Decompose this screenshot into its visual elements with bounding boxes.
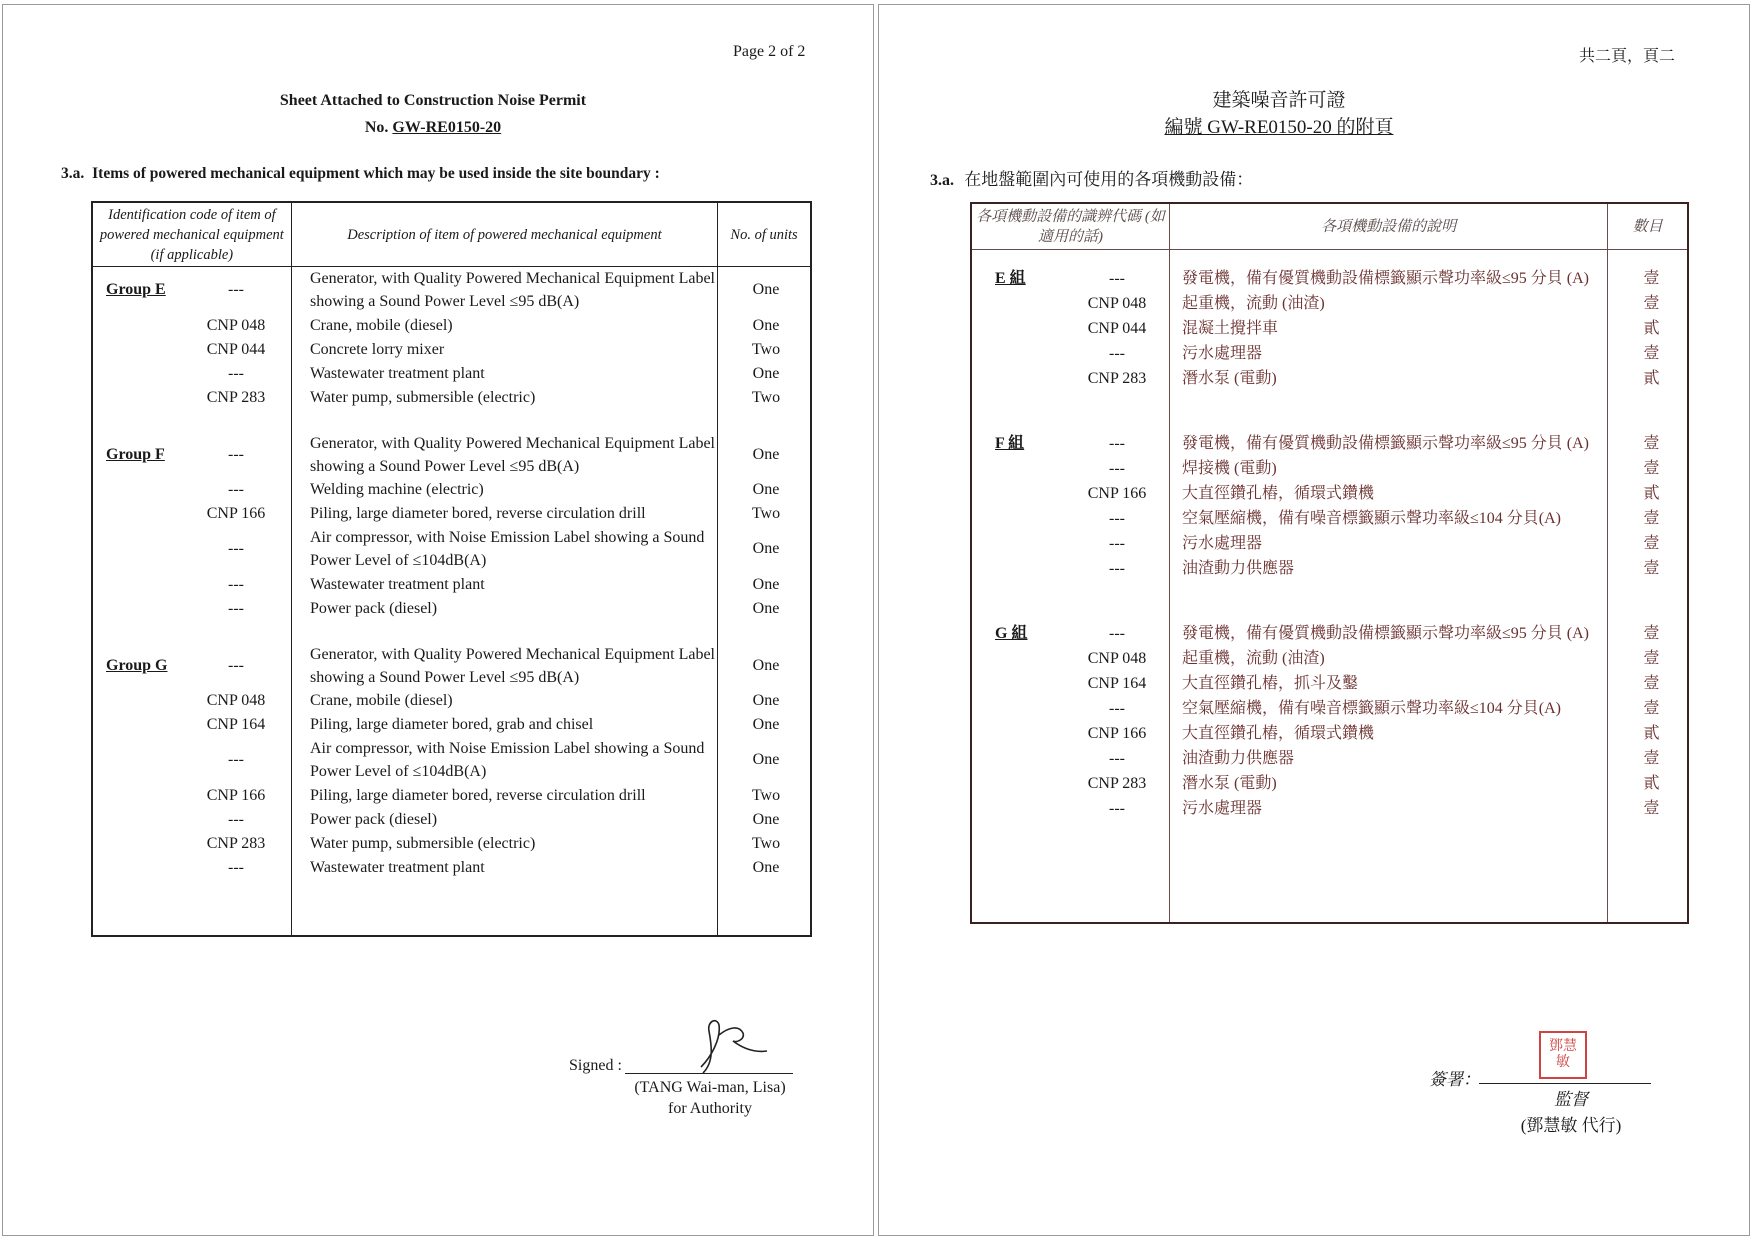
- equipment-units: Two: [751, 388, 781, 406]
- title-line-2: 編號 GW-RE0150-20 的附頁: [1164, 117, 1394, 138]
- equipment-code: CNP 283: [1087, 775, 1147, 792]
- equipment-description: Air compressor, with Noise Emission Label showing a Sound Power Level of ≤104dB(A): [310, 740, 705, 780]
- equipment-description: Wastewater treatment plant: [310, 364, 485, 382]
- equipment-description: Crane, mobile (diesel): [310, 692, 453, 709]
- equipment-code: CNP 166: [206, 786, 266, 804]
- equipment-description: 污水處理器: [1182, 535, 1263, 552]
- equipment-units: 貳: [1643, 320, 1660, 337]
- title-line-1: 建築噪音許可證: [1212, 90, 1346, 111]
- equipment-code: CNP 283: [206, 834, 266, 852]
- equipment-code: ---: [1109, 560, 1125, 577]
- group-label: Group G: [106, 656, 168, 674]
- equipment-description: Generator, with Quality Powered Mechanical Equipment Label showing a Sound Power Level ≤95 dB(A): [310, 270, 715, 310]
- equipment-units: 壹: [1643, 700, 1660, 717]
- equipment-description: 污水處理器: [1182, 345, 1263, 362]
- equipment-description: 空氣壓縮機，備有噪音標籤顯示聲功率級≤104 分貝(A): [1182, 700, 1561, 717]
- equipment-description: Piling, large diameter bored, reverse circulation drill: [310, 505, 646, 522]
- signatory-block: [1491, 1087, 1651, 1139]
- document-title: [183, 87, 683, 141]
- group-label: E 組: [995, 270, 1026, 287]
- equipment-code: CNP 048: [206, 692, 266, 709]
- equipment-description: 污水處理器: [1182, 800, 1263, 817]
- equipment-code: ---: [228, 281, 244, 299]
- title-line-2: [183, 114, 683, 141]
- equipment-units: One: [752, 575, 780, 593]
- equipment-description: Air compressor, with Noise Emission Label showing a Sound Power Level of ≤104dB(A): [310, 529, 705, 569]
- column-header-code: 各項機動設備的識辨代碼 (如適用的話): [971, 203, 1169, 250]
- equipment-units: One: [752, 481, 780, 498]
- page-number: 共二頁，頁二: [1579, 48, 1676, 65]
- equipment-units: One: [752, 281, 780, 299]
- equipment-rows-en: [93, 267, 814, 927]
- equipment-units: 貳: [1643, 485, 1660, 502]
- equipment-units: Two: [751, 834, 781, 852]
- equipment-code: CNP 164: [1087, 675, 1147, 692]
- equipment-description: Piling, large diameter bored, reverse circulation drill: [310, 786, 646, 804]
- equipment-units: 壹: [1643, 650, 1660, 667]
- equipment-rows-zh: [972, 267, 1691, 917]
- official-seal: [1539, 1031, 1587, 1079]
- equipment-code: ---: [228, 445, 244, 463]
- equipment-units: 壹: [1643, 435, 1660, 452]
- equipment-code: ---: [1109, 535, 1125, 552]
- equipment-code: CNP 048: [1087, 650, 1147, 667]
- equipment-units: One: [752, 751, 780, 769]
- equipment-description: 潛水泵 (電動): [1182, 370, 1277, 387]
- equipment-code: ---: [228, 540, 244, 558]
- column-header-description: Description of item of powered mechanical equipment: [291, 202, 717, 267]
- equipment-code: ---: [1109, 510, 1125, 527]
- equipment-units: One: [752, 810, 780, 828]
- for-authority: for Authority: [668, 1100, 752, 1117]
- equipment-description: Power pack (diesel): [310, 599, 438, 617]
- title-line-1: Sheet Attached to Construction Noise Permit: [279, 92, 587, 109]
- equipment-units: 貳: [1643, 775, 1660, 792]
- equipment-description: 發電機，備有優質機動設備標籤顯示聲功率級≤95 分貝 (A): [1182, 625, 1589, 642]
- equipment-units: 壹: [1643, 535, 1660, 552]
- equipment-description: Generator, with Quality Powered Mechanical Equipment Label showing a Sound Power Level ≤95 dB(A): [310, 645, 715, 686]
- signatory-block: [625, 1077, 795, 1119]
- equipment-description: Welding machine (electric): [310, 481, 484, 498]
- permit-number: GW-RE0150-20: [392, 119, 502, 136]
- equipment-code: ---: [1109, 750, 1125, 767]
- equipment-code: CNP 048: [1087, 295, 1147, 312]
- equipment-description: 大直徑鑽孔樁，抓斗及鑿: [1182, 675, 1359, 692]
- equipment-code: ---: [228, 751, 244, 769]
- equipment-units: 壹: [1643, 625, 1660, 642]
- equipment-units: One: [752, 364, 780, 382]
- equipment-units: Two: [751, 340, 781, 358]
- equipment-units: Two: [751, 505, 781, 522]
- equipment-description: Water pump, submersible (electric): [310, 388, 536, 406]
- group-label: Group E: [106, 281, 166, 299]
- equipment-code: ---: [228, 656, 244, 674]
- chinese-page: [878, 4, 1750, 1236]
- equipment-units: 壹: [1643, 560, 1660, 577]
- group-label: Group F: [106, 445, 165, 463]
- handwritten-signature: [693, 1017, 773, 1077]
- equipment-code: CNP 164: [206, 716, 266, 733]
- section-label: 3.a.: [930, 172, 954, 189]
- equipment-code: CNP 048: [206, 316, 266, 334]
- signed-label: Signed :: [569, 1057, 622, 1074]
- equipment-code: ---: [1109, 270, 1125, 287]
- section-text: Items of powered mechanical equipment which may be used inside the site boundary :: [92, 165, 660, 182]
- equipment-code: ---: [228, 364, 244, 382]
- equipment-units: One: [752, 692, 780, 709]
- equipment-units: 貳: [1643, 370, 1660, 387]
- equipment-units: One: [752, 316, 780, 334]
- equipment-units: One: [752, 656, 780, 674]
- equipment-units: 壹: [1643, 345, 1660, 362]
- column-header-units: No. of units: [718, 202, 811, 267]
- page-number: Page 2 of 2: [733, 43, 806, 60]
- equipment-code: ---: [1109, 345, 1125, 362]
- equipment-code: CNP 283: [206, 388, 266, 406]
- equipment-code: CNP 166: [1087, 485, 1147, 502]
- equipment-units: One: [752, 599, 780, 617]
- equipment-code: CNP 283: [1087, 370, 1147, 387]
- equipment-description: Piling, large diameter bored, grab and chisel: [310, 716, 594, 733]
- equipment-units: 壹: [1643, 460, 1660, 477]
- equipment-units: 壹: [1643, 295, 1660, 312]
- equipment-units: 貳: [1643, 725, 1660, 742]
- signature-line: [1479, 1083, 1651, 1084]
- equipment-description: 潛水泵 (電動): [1182, 775, 1277, 792]
- section-heading: [61, 165, 660, 183]
- equipment-description: 大直徑鑽孔樁，循環式鑽機: [1182, 485, 1375, 502]
- equipment-description: 空氣壓縮機，備有噪音標籤顯示聲功率級≤104 分貝(A): [1182, 510, 1561, 527]
- signatory-title: 監督: [1554, 1090, 1588, 1109]
- equipment-code: ---: [1109, 460, 1125, 477]
- group-label: G 組: [995, 625, 1028, 642]
- equipment-units: 壹: [1643, 510, 1660, 527]
- equipment-code: ---: [228, 858, 244, 876]
- column-header-units: 數目: [1608, 203, 1688, 250]
- equipment-units: Two: [751, 786, 781, 804]
- equipment-units: One: [752, 540, 780, 558]
- equipment-description: 油渣動力供應器: [1182, 560, 1295, 577]
- equipment-description: Generator, with Quality Powered Mechanical Equipment Label showing a Sound Power Level ≤95 dB(A): [310, 434, 715, 475]
- equipment-code: ---: [228, 599, 244, 617]
- equipment-units: 壹: [1643, 675, 1660, 692]
- column-header-code: Identification code of item of powered mechanical equipment (if applicable): [92, 202, 291, 267]
- equipment-description: 油渣動力供應器: [1182, 750, 1295, 767]
- equipment-description: 大直徑鑽孔樁，循環式鑽機: [1182, 725, 1375, 742]
- equipment-code: ---: [228, 575, 244, 593]
- column-header-description: 各項機動設備的說明: [1169, 203, 1607, 250]
- equipment-description: Concrete lorry mixer: [310, 340, 445, 358]
- equipment-description: Wastewater treatment plant: [310, 858, 485, 876]
- document-title: [1069, 87, 1489, 141]
- equipment-units: One: [752, 445, 780, 463]
- seal-text: 鄧慧敏: [1549, 1039, 1577, 1070]
- equipment-description: 混凝土攪拌車: [1182, 320, 1279, 337]
- signed-label: 簽署：: [1429, 1070, 1480, 1089]
- equipment-description: Water pump, submersible (electric): [310, 834, 536, 852]
- equipment-description: 發電機，備有優質機動設備標籤顯示聲功率級≤95 分貝 (A): [1182, 435, 1589, 452]
- equipment-code: ---: [228, 810, 244, 828]
- equipment-code: CNP 166: [1087, 725, 1147, 742]
- section-text: 在地盤範圍內可使用的各項機動設備：: [964, 170, 1254, 189]
- signatory-name: (TANG Wai-man, Lisa): [634, 1079, 786, 1096]
- equipment-description: 起重機，流動 (油渣): [1182, 295, 1325, 312]
- permit-no-prefix: No.: [364, 119, 393, 136]
- equipment-description: 焊接機 (電動): [1182, 460, 1277, 477]
- equipment-description: 起重機，流動 (油渣): [1182, 650, 1325, 667]
- equipment-code: ---: [1109, 435, 1125, 452]
- equipment-code: CNP 044: [1087, 320, 1147, 337]
- equipment-code: ---: [1109, 625, 1125, 642]
- equipment-code: CNP 044: [206, 340, 266, 358]
- equipment-units: One: [752, 858, 780, 876]
- equipment-units: 壹: [1643, 800, 1660, 817]
- equipment-description: Crane, mobile (diesel): [310, 316, 453, 334]
- equipment-units: 壹: [1643, 270, 1660, 287]
- equipment-units: One: [752, 716, 780, 733]
- section-heading: [930, 165, 1253, 190]
- equipment-code: ---: [228, 481, 244, 498]
- section-label: 3.a.: [61, 165, 85, 182]
- equipment-description: 發電機，備有優質機動設備標籤顯示聲功率級≤95 分貝 (A): [1182, 270, 1589, 287]
- equipment-code: ---: [1109, 700, 1125, 717]
- equipment-description: Wastewater treatment plant: [310, 575, 485, 593]
- english-page: [2, 4, 874, 1236]
- equipment-description: Power pack (diesel): [310, 810, 438, 828]
- signatory-name: (鄧慧敏 代行): [1520, 1116, 1622, 1135]
- group-label: F 組: [995, 435, 1025, 452]
- equipment-units: 壹: [1643, 750, 1660, 767]
- equipment-code: ---: [1109, 800, 1125, 817]
- equipment-code: CNP 166: [206, 505, 266, 522]
